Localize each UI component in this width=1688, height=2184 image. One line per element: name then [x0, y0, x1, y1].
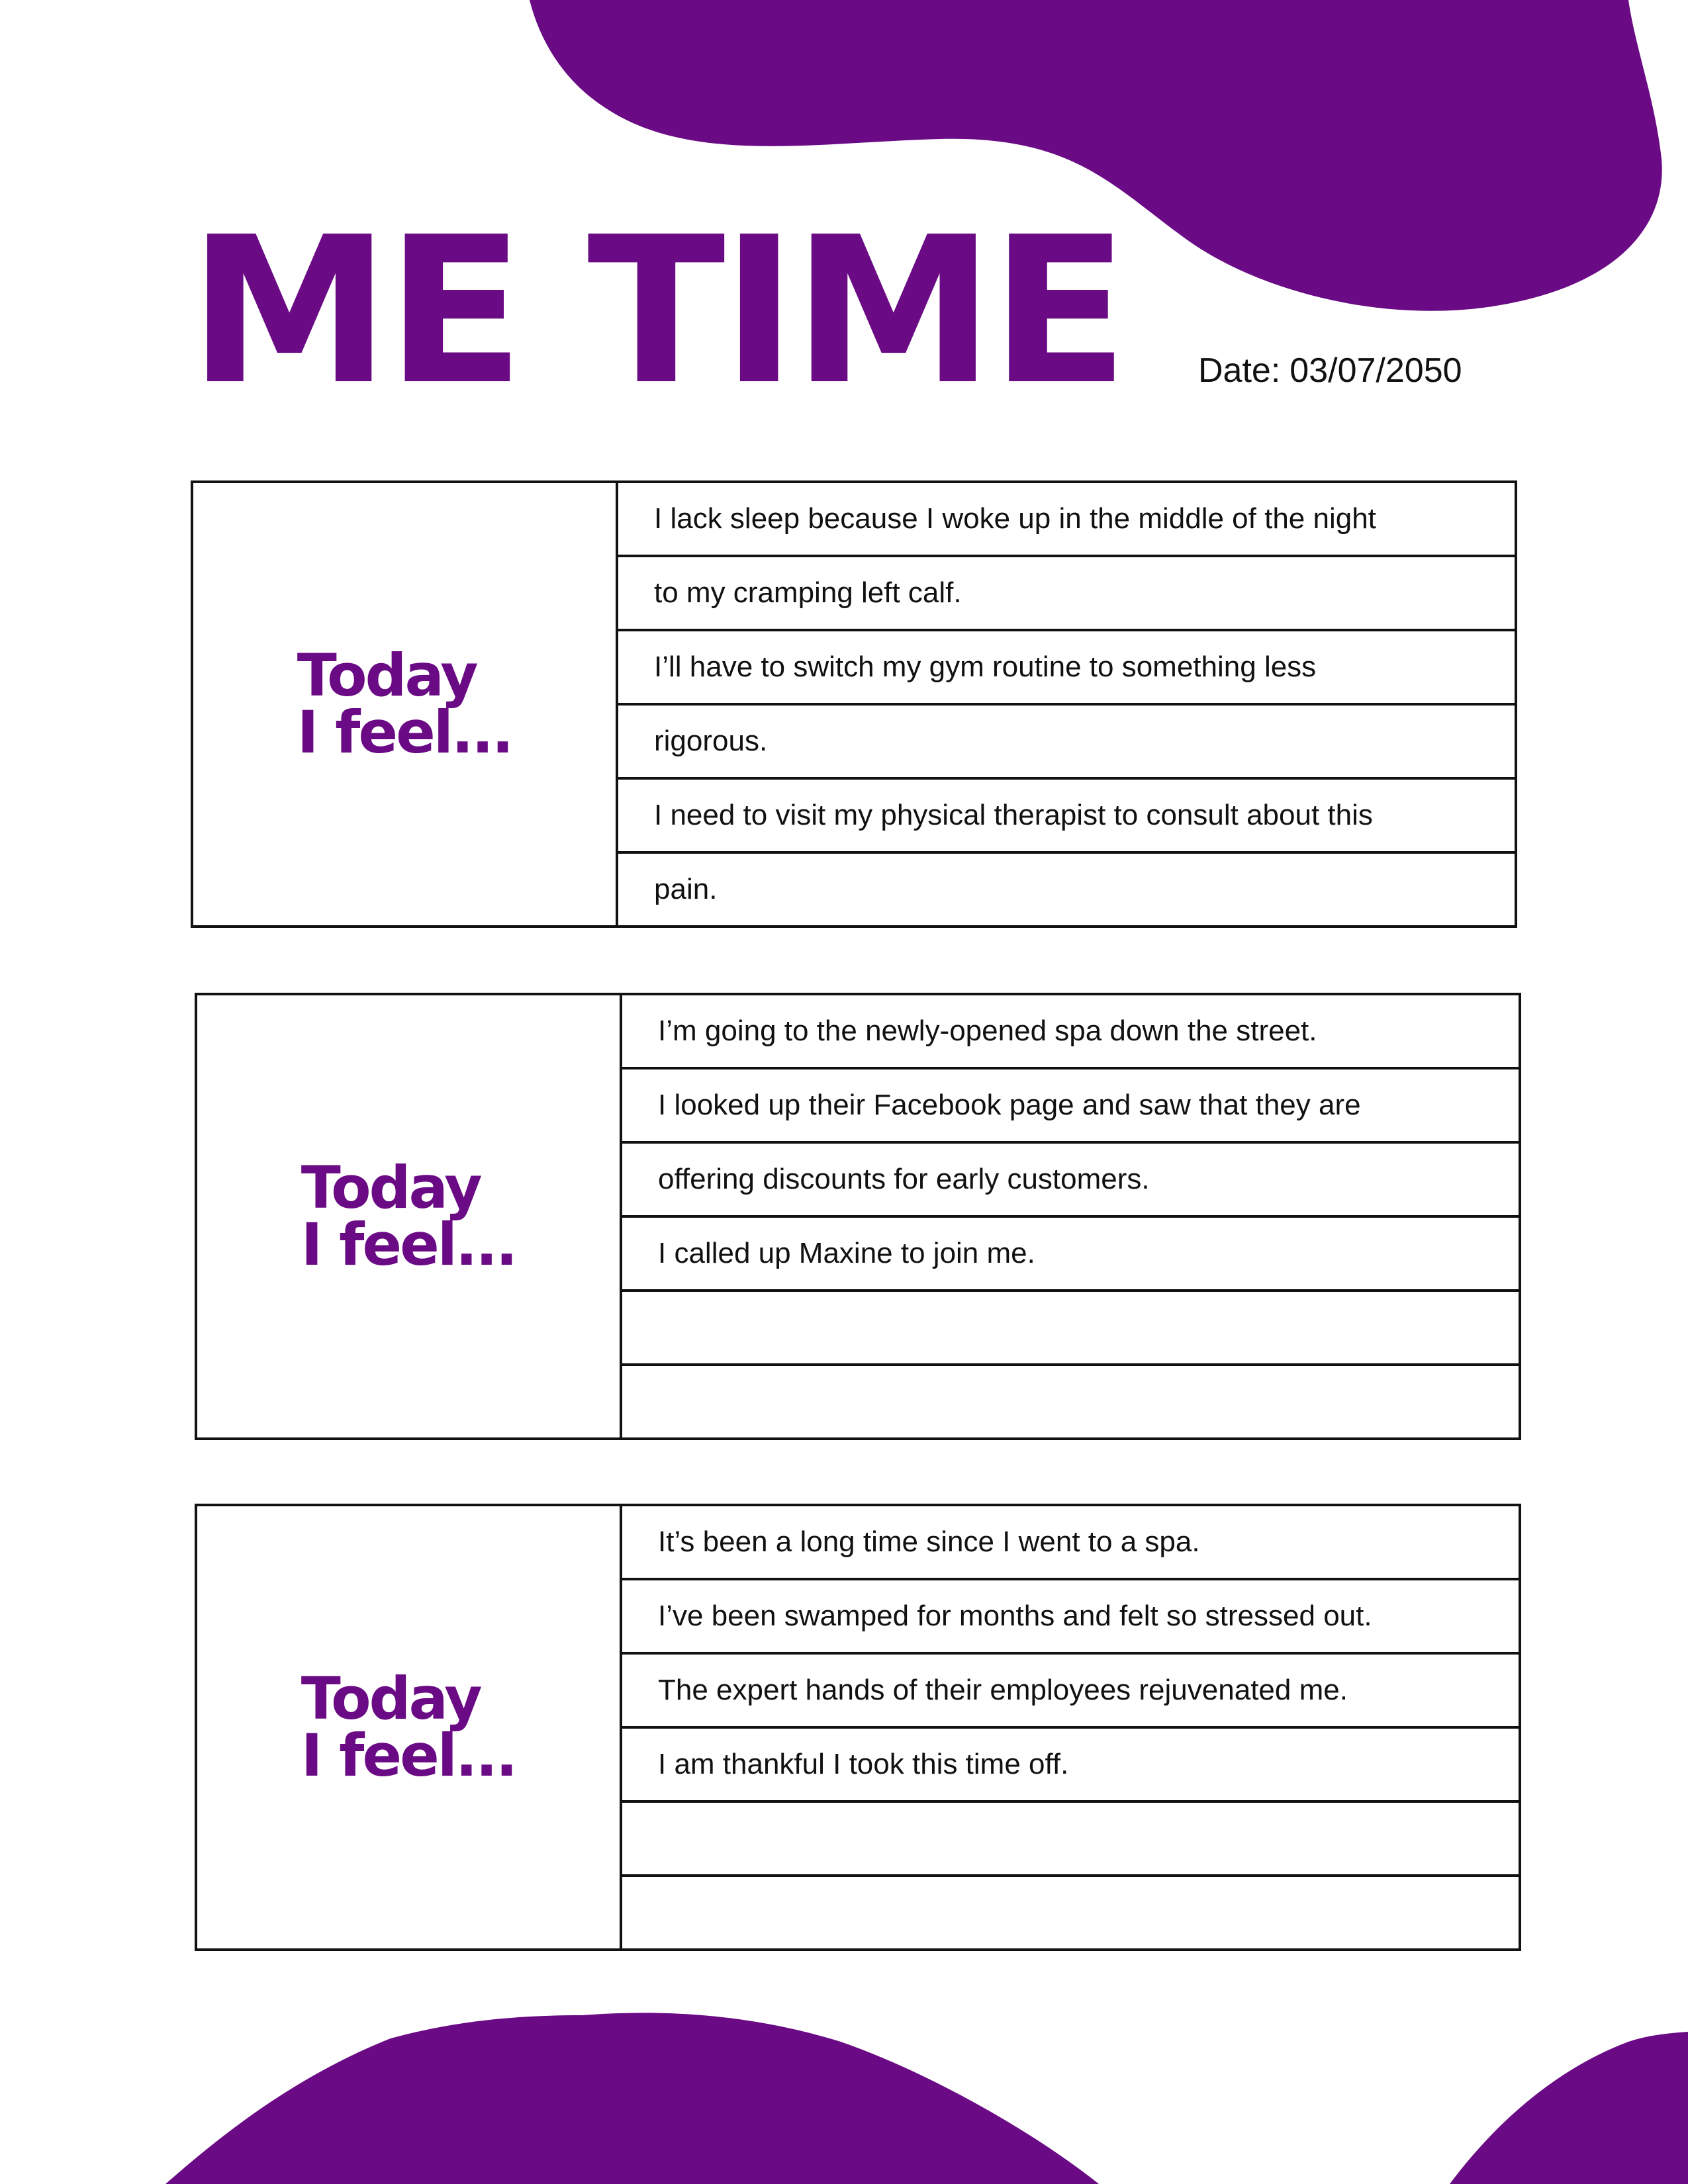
journal-line[interactable]: rigorous. [618, 705, 1515, 780]
page-title: ME TIME [189, 194, 1125, 430]
journal-line[interactable] [622, 1803, 1519, 1877]
journal-line[interactable]: I’m going to the newly-opened spa down the street. [622, 995, 1519, 1069]
journal-section-2 [195, 993, 1521, 1440]
section-heading-box [197, 1506, 622, 1948]
journal-line[interactable] [622, 1292, 1519, 1366]
journal-line[interactable]: I’ve been swamped for months and felt so stressed out. [622, 1580, 1519, 1655]
journal-line[interactable]: It’s been a long time since I went to a spa. [622, 1506, 1519, 1580]
journal-line[interactable]: to my cramping left calf. [618, 557, 1515, 631]
date-label: Date: [1198, 351, 1281, 390]
journal-section-3 [195, 1504, 1521, 1951]
journal-line[interactable]: I am thankful I took this time off. [622, 1729, 1519, 1803]
journal-lines [622, 995, 1519, 1437]
journal-line[interactable]: I called up Maxine to join me. [622, 1218, 1519, 1292]
journal-lines [618, 483, 1515, 925]
section-heading: Today I feel... [301, 1153, 516, 1279]
journal-line[interactable]: I lack sleep because I woke up in the middle of the night [618, 483, 1515, 557]
journal-line[interactable]: pain. [654, 873, 718, 905]
section-heading: Today I feel... [297, 641, 512, 766]
journal-line[interactable]: I’ll have to switch my gym routine to something less [618, 631, 1515, 705]
date-value: 03/07/2050 [1289, 351, 1462, 390]
journal-line[interactable]: I looked up their Facebook page and saw that they are [622, 1069, 1519, 1144]
section-heading-box [193, 483, 618, 925]
journal-line[interactable]: offering discounts for early customers. [622, 1144, 1519, 1218]
journal-line[interactable] [622, 1877, 1519, 1948]
section-heading-box [197, 995, 622, 1437]
journal-line[interactable]: I need to visit my physical therapist to consult about this [618, 780, 1515, 854]
journal-section-1 [191, 480, 1517, 928]
journal-line[interactable]: The expert hands of their employees rejuvenated me. [622, 1655, 1519, 1729]
journal-lines [622, 1506, 1519, 1948]
section-heading: Today I feel... [301, 1664, 516, 1790]
date-field [1198, 351, 1462, 390]
journal-line[interactable] [622, 1366, 1519, 1437]
